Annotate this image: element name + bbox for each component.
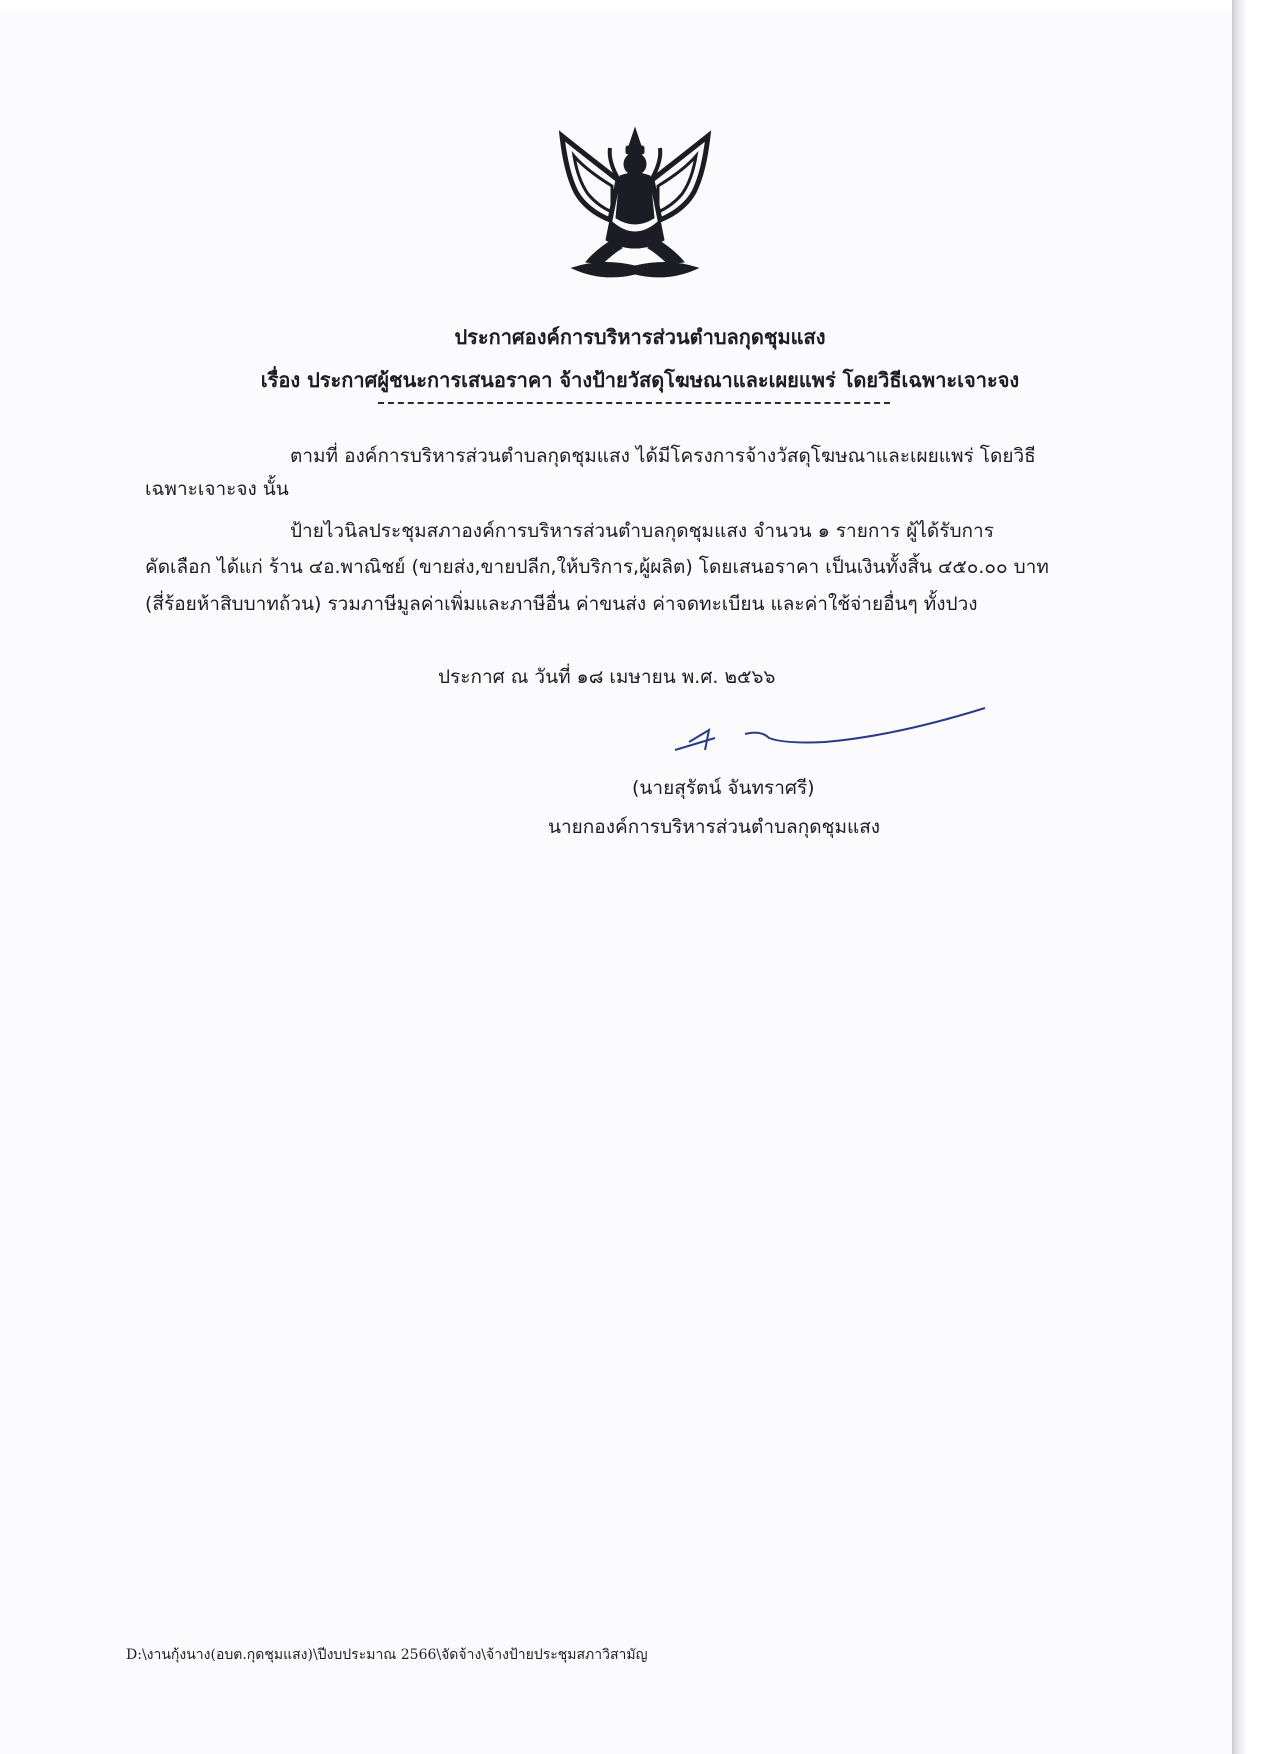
body-paragraph-1-line-1: ตามที่ องค์การบริหารส่วนตำบลกุดชุมแสง ได้มีโครงการจ้างวัสดุโฆษณาและเผยแพร่ โดยวิธี <box>290 445 1036 467</box>
body-paragraph-2-line-2: คัดเลือก ได้แก่ ร้าน ๔อ.พาณิชย์ (ขายส่ง,ขายปลีก,ให้บริการ,ผู้ผลิต) โดยเสนอราคา เป็นเงินทั้งสิ้น ๔๕๐.๐๐ บาท <box>145 556 1049 578</box>
title-divider <box>378 402 890 404</box>
announcement-date: ประกาศ ณ วันที่ ๑๘ เมษายน พ.ศ. ๒๕๖๖ <box>438 666 776 688</box>
body-paragraph-2-line-1: ป้ายไวนิลประชุมสภาองค์การบริหารส่วนตำบลกุดชุมแสง จำนวน ๑ รายการ ผู้ได้รับการ <box>290 520 994 542</box>
garuda-emblem-icon <box>552 122 718 288</box>
announcement-subject: เรื่อง ประกาศผู้ชนะการเสนอราคา จ้างป้ายวัสดุโฆษณาและเผยแพร่ โดยวิธีเฉพาะเจาะจง <box>260 368 1020 392</box>
signatory-name: (นายสุรัตน์ จันทราศรี) <box>632 777 815 799</box>
announcement-title: ประกาศองค์การบริหารส่วนตำบลกุดชุมแสง <box>454 325 826 349</box>
signatory-position: นายกองค์การบริหารส่วนตำบลกุดชุมแสง <box>548 816 881 838</box>
body-paragraph-2-line-3: (สี่ร้อยห้าสิบบาทถ้วน) รวมภาษีมูลค่าเพิ่มและภาษีอื่น ค่าขนส่ง ค่าจดทะเบียน และค่าใช้จ่ายอื่นๆ ทั้งปวง <box>145 593 978 615</box>
document-file-path: D:\งานกุ้งนาง(อบต.กุดชุมแสง)\ปีงบประมาณ 2566\จัดจ้าง\จ้างป้ายประชุมสภาวิสามัญ <box>126 1647 648 1663</box>
body-paragraph-1-line-2: เฉพาะเจาะจง นั้น <box>145 478 289 500</box>
handwritten-signature <box>665 700 1005 760</box>
page-edge-shadow <box>1232 0 1275 1754</box>
